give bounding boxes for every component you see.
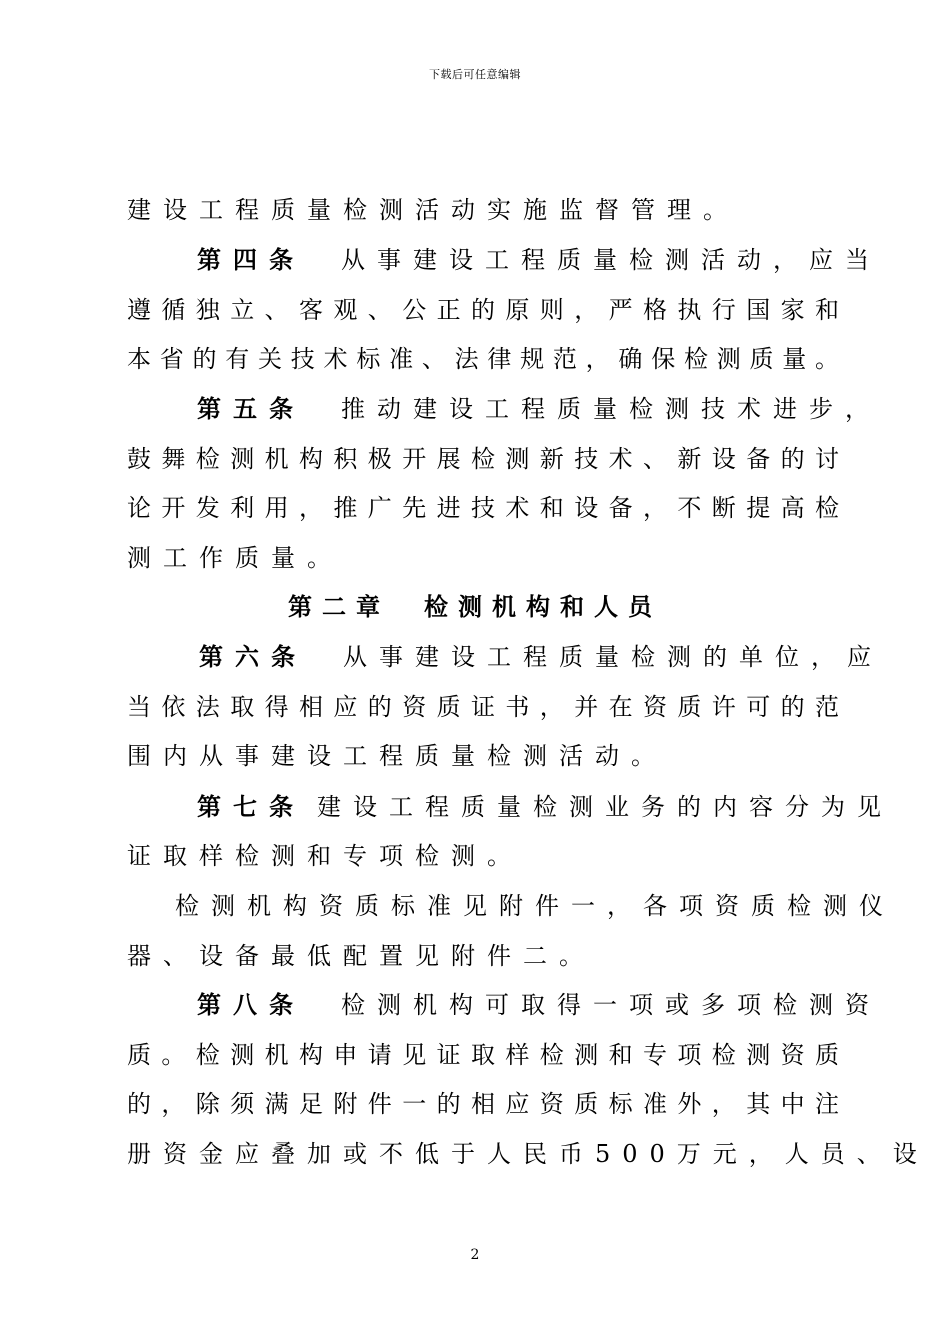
text-line: 本省的有关技术标准、法律规范，确保检测质量。 (127, 345, 839, 373)
text-line: 鼓舞检测机构积极开展检测新技术、新设备的讨 (127, 445, 839, 473)
page-number: 2 (470, 1247, 480, 1263)
article-5-title: 第五条 (197, 395, 305, 423)
text-line: 的，除须满足附件一的相应资质标准外，其中注 (127, 1090, 839, 1118)
text-line: 当依法取得相应的资质证书，并在资质许可的范 (127, 693, 839, 721)
article-8-text: 检测机构可取得一项或多项检测资 (341, 991, 881, 1019)
paragraph-line-1 (127, 886, 895, 926)
article-6-text: 从事建设工程质量检测的单位，应 (343, 643, 883, 671)
article-4-text: 从事建设工程质量检测活动，应当 (341, 246, 881, 274)
text-line: 遵循独立、客观、公正的原则，严格执行国家和 (127, 296, 839, 324)
article-7-title: 第七条 (197, 793, 305, 821)
text-line: 围内从事建设工程质量检测活动。 (127, 742, 667, 770)
text-line: 建设工程质量检测活动实施监督管理。 (127, 196, 739, 224)
article-5-text: 推动建设工程质量检测技术进步， (341, 395, 881, 423)
article-4-line-1 (127, 240, 881, 280)
article-4-title: 第四条 (197, 246, 305, 274)
text-line: 质。检测机构申请见证取样检测和专项检测资质 (127, 1041, 839, 1069)
text-line: 论开发利用，推广先进技术和设备，不断提高检 (127, 494, 839, 522)
text-line: 器、设备最低配置见附件二。 (127, 942, 595, 970)
article-6-line-1 (127, 637, 883, 677)
paragraph-text: 检测机构资质标准见附件一，各项资质检测仪 (175, 892, 895, 920)
article-5-line-1 (127, 389, 881, 429)
text-line: 测工作质量。 (127, 544, 343, 572)
article-8-line-1 (127, 985, 881, 1025)
chapter-heading: 第二章 检测机构和人员 (288, 593, 662, 621)
article-8-title: 第八条 (197, 991, 305, 1019)
text-line: 册资金应叠加或不低于人民币500万元，人员、设 (127, 1140, 929, 1168)
article-6-title: 第六条 (199, 643, 307, 671)
article-7-text: 建设工程质量检测业务的内容分为见 (317, 793, 893, 821)
text-line: 证取样检测和专项检测。 (127, 842, 523, 870)
article-7-line-1 (127, 787, 893, 827)
page-header: 下载后可任意编辑 (429, 68, 521, 81)
